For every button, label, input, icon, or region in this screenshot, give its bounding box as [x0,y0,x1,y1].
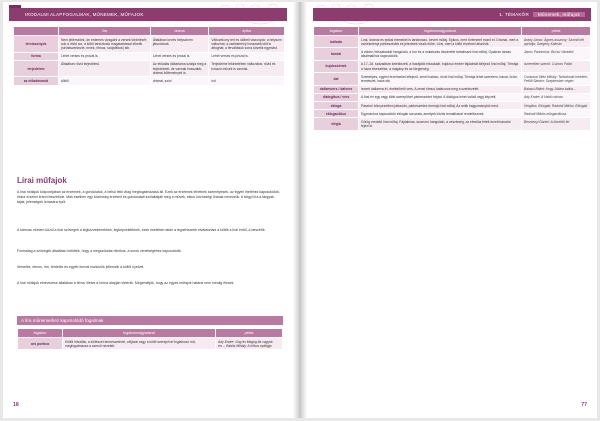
row-label: ballada [314,36,359,48]
table-cell: Ady Endre: Góg és Magóg fia vagyok én..., Babits Mihály: A lírikus epilógja [216,338,283,350]
page-number: 77 [581,402,587,408]
table-cell: Általában kevés helyszínen játszódnak. [150,36,208,53]
table-cell: Nem jellemzőek, de érdemes vizsgálni a versek tördelését: sok a rövid sor, a költő tartózkodó magatartással élhetik (strófaszerkezet, rímek, ritmus, szójátékok) stb. [59,36,151,53]
table-header-row [314,27,591,36]
table-cell: Egymáshoz kapcsolódó eklogák sorozata, amelyek közös tematikával rendelkeznek. [359,110,522,118]
table-cell: költői [59,77,151,85]
table-cell: Vergilius: Eklogák; Radnóti Miklós: Eklogák [522,102,591,110]
table-cell: Ismert dallamra írt, énekelhető vers. A zenei ritmus határozza meg a szerkezetét. [359,85,522,93]
table-header: fogalommagyarázat [63,329,216,338]
table-header: példa [216,329,283,338]
table-cell: Arany János: Ágnes asszony; Szondi két apródja; Szegény Kálmán [522,36,591,48]
table-header [14,27,59,36]
table-header: epika [209,27,285,36]
table-cell: drámai, színi [150,77,208,85]
row-label: elégia [314,118,359,130]
row-label: az előadásmód [14,77,59,85]
concepts-box-title: A líra műnemeihez kapcsolódó fogalmak [17,316,283,325]
table-cell: Ismeretlen szerző: Csinom Palkó [522,60,591,72]
table-header: líra [59,27,151,36]
table-cell: A vidám, felszabadult hangulatú, a bor és a mulatozás dicséretét tartalmazó lírai műfaj. Gyakran társas alkalmakhoz kapcsolódik. [359,48,522,60]
table-row [314,118,591,130]
table-header: fogalommagyarázat [359,27,522,36]
table-row [314,102,591,110]
table-header-row [18,329,283,338]
table-cell: Változékony téri és időbeli viszonyok: a helyszín változhat, a cselekmény hosszabb időt is átfoghat; a térváltások sorra követik egymást. [209,36,285,53]
table-cell: Lírai, drámai és epikai elemeket is tartalmazó, kevert műfaj. Epikus, mert történetet mond el. Drámai, mert a cselekményt párbeszédek és jelenetek viszik előre. Lírai, mert a költő érzelmei átszövik. [359,36,522,48]
concepts-table [17,328,283,350]
row-label: dal [314,73,359,85]
row-label: dialogikus / vers [314,93,359,101]
left-page [3,2,293,418]
row-label: terjedelem [14,60,59,77]
table-row [14,52,285,60]
body-paragraph: A hármas mûnem közül a lírai szövegek a legközvetlenebbek, legképzeletibbek, ezek esetében talán a legnehezebb elválasztani a költőt a lírai éntől, a beszélőt. [17,228,266,232]
row-label: bordal [314,48,359,60]
table-cell: Csokonai Vitéz Mihály: Tartózkodó kérelem; Petőfi Sándor: Szeptember végén [522,73,591,85]
section-title: Lírai műfajok [17,176,67,185]
table-cell: Radnóti Miklós eklogaciklusa [522,110,591,118]
row-label: ars poetica [18,338,63,350]
header-subtitle: Műnemek, műfajok [533,12,585,17]
comparison-table [13,26,285,86]
table-cell: Terjedelme tekintetében változatos: rövid és hosszú művek is vannak. [209,60,285,77]
table-cell: Pásztori környezetben játszódó, párbeszédes formájú lírai műfaj. Az antik hagyományból ered. [359,102,522,110]
table-header: fogalom [314,27,359,36]
table-cell: A 17–18. században keletkezett, a hazájától elszakadt, bujdosó ember fájdalmát kifejező lírai műfaj. Témája a haza elvesztése, a magány és az idegenség. [359,60,522,72]
table-row [314,85,591,93]
body-paragraph: A lírai műfajok központjában az érzelmek, a gondolatok, a belső lelki világ megfogalmazása áll. Ezek az érzelmek lehetnek személyesek, az egyén életéhez kapcsolódók, ekkor érzelmi líráról beszélünk. Más esetben egy közösség érzéseit és gondolatait szólaltatják meg a művek, ekkor közösségi lírának nevezzük. A tárgyi líra a tárgyak, tájak, jelenségek leírására épül. [17,190,280,204]
table-row [14,60,285,77]
concepts-table [313,26,591,131]
row-label: térviszonyok [14,36,59,53]
right-page [307,2,597,418]
table-cell: Berzsenyi Dániel: A közelítő tél [522,118,591,130]
table-row [14,77,285,85]
table-cell: A lírai én egy vagy több szereplővel párbeszédet folytat. A dialógus lehet valódi vagy képzelt. [359,93,522,101]
table-cell: Lehet verses és prózai is. [59,52,151,60]
table-cell: Személyes, egyéni érzelmeket kifejező, zenei hatású, rövid lírai műfaj. Témája lehet szerelem, bánat, öröm, természet, haza stb. [359,73,522,85]
book-gutter [293,2,307,418]
table-cell: Általában rövid terjedelmű. [59,60,151,77]
row-label: forma [14,52,59,60]
table-cell: Lehet verses és prózai is. [209,52,285,60]
table-cell: Költői hitvallás, a költészet természetével, céljával vagy a költő szerepével foglalkozó mű; megfogalmazza a szerző nézeteit. [63,338,216,350]
body-paragraph: Verselés, ritmus, rím, tördelés és egyéb formai eszközök jellemzik a költői nyelvet. [17,265,145,269]
header-chapter: 1. TÉMAKÖR [499,12,529,17]
table-row [14,36,285,53]
row-label: dallamvers / dalvers [314,85,359,93]
table-row [18,338,283,350]
row-label: ekloga [314,102,359,110]
page-number: 18 [13,402,19,408]
body-paragraph: A lírai műfajok elnevezése általában a téma, illetve a forma alapján történik. Megemlítjük, hogy az egyes műfajok határai nem mindig élesek. [17,281,235,285]
table-row [314,110,591,118]
table-cell: Janus Pannonius: Búcsú Váradtól [522,48,591,60]
table-header: dráma [150,27,208,36]
table-header-row [14,27,285,36]
table-header: példa [522,27,591,36]
table-cell: Lehet verses és prózai is. [150,52,208,60]
table-row [314,60,591,72]
table-header: fogalom [18,329,63,338]
table-cell: Ady Endre: A Halál rokona [522,93,591,101]
table-cell: írói [209,77,285,85]
table-cell: Balassi Bálint: Hogy Júliára talála... [522,85,591,93]
body-paragraph: Formailag a szövegek általában kötöttek, hogy a megszólalás ritmikus, a sorok zeneiségéhez kapcsolódik. [17,249,182,253]
row-label: eklogaciklus [314,110,359,118]
table-cell: Az előadás időtartama szabja meg a terjedelmét, de vannak hosszabb, drámai költemények is. [150,60,208,77]
left-running-header: IRODALMI ALAPFOGALMAK, MŰNEMEK, MŰFAJOK [9,8,287,21]
table-row [314,48,591,60]
table-row [314,73,591,85]
table-row [314,36,591,48]
row-label: bujdosóének [314,60,359,72]
right-running-header [313,8,591,21]
table-cell: Görög eredetű lírai műfaj. Fájdalmas, szomorú hangulatú, a veszteség, az elmúlás felett érzett bánatot fejezi ki. [359,118,522,130]
table-row [314,93,591,101]
